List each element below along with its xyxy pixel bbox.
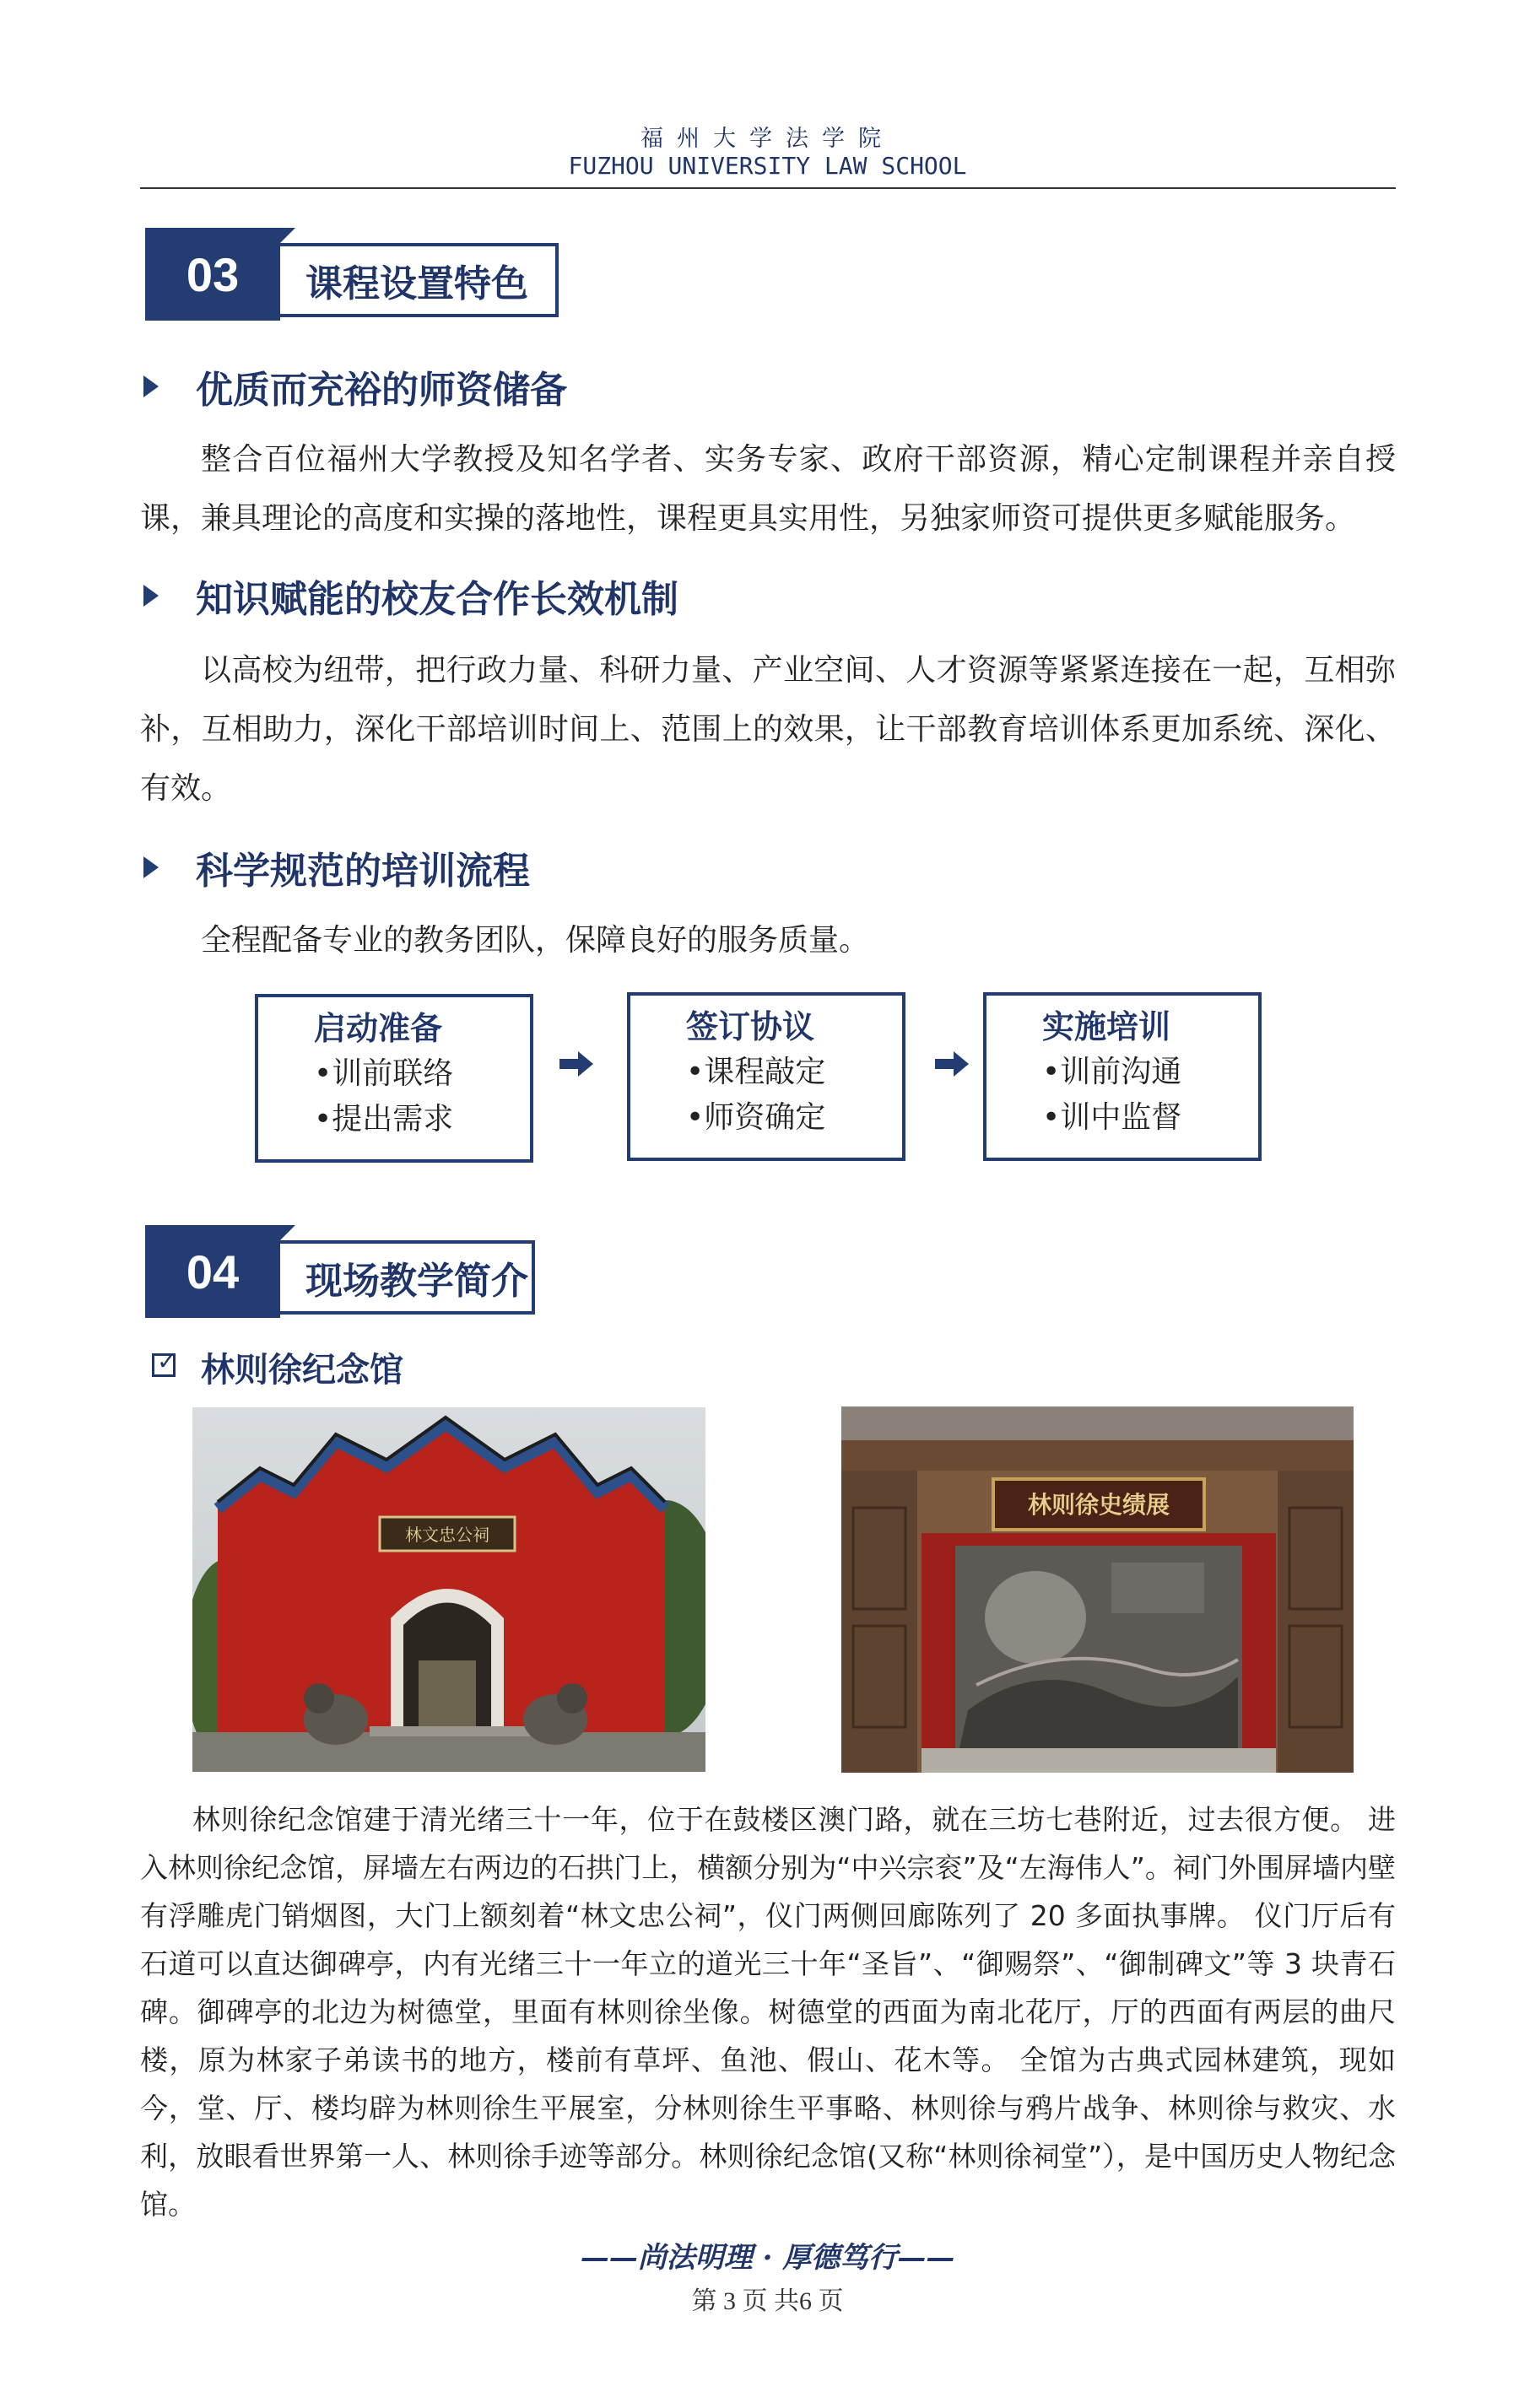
subheading-faculty: 优质而充裕的师资储备 <box>140 359 567 413</box>
paragraph-faculty: 整合百位福州大学教授及知名学者、实务专家、政府干部资源，精心定制课程并亲自授课，兼具理论的高度和实操的落地性，课程更具实用性，另独家师资可提供更多赋能服务。 <box>140 442 1396 536</box>
process-step-1: 启动准备 •训前联络 •提出需求 <box>255 994 533 1163</box>
section-04-banner <box>145 1225 535 1318</box>
checkmark-icon: ✓ <box>157 1347 177 1375</box>
arrow-right-icon <box>559 1051 593 1077</box>
subheading-training-process: 科学规范的培训流程 <box>140 840 530 894</box>
svg-text:林则徐史绩展: 林则徐史绩展 <box>1027 1491 1170 1519</box>
subheading-alumni-mechanism: 知识赋能的校友合作长效机制 <box>140 569 678 623</box>
process-step-2: 签订协议 •课程敲定 •师资确定 <box>627 992 905 1161</box>
svg-text:林文忠公祠: 林文忠公祠 <box>405 1525 489 1545</box>
section-03-number: 03 <box>145 228 280 321</box>
section-03-banner <box>145 228 559 321</box>
photo-memorial-gate <box>192 1407 705 1772</box>
header-school-name-cn: 福州大学法学院 <box>640 126 895 152</box>
arrow-right-icon <box>935 1051 969 1077</box>
section-04-number: 04 <box>145 1225 280 1318</box>
triangle-bullet-icon <box>143 375 159 397</box>
paragraph-training-process: 全程配备专业的教务团队，保障良好的服务质量。 <box>201 923 870 958</box>
photo-exhibition-hall <box>841 1406 1354 1773</box>
header-school-name-en: FUZHOU UNIVERSITY LAW SCHOOL <box>568 152 967 180</box>
process-step-3: 实施培训 •训前沟通 •训中监督 <box>983 992 1262 1161</box>
site-description: 林则徐纪念馆建于清光绪三十一年，位于在鼓楼区澳门路，就在三坊七巷附近，过去很方便。 进入林则徐纪念馆，屏墙左右两边的石拱门上，横额分别为“中兴宗衮”及“左海伟人”。祠门外围屏墙内壁有浮雕虎门销烟图，大门上额刻着“林文忠公祠”，仪门两侧回廊陈列了 20 多面执事牌。 仪门厅后有石道可以直达御碑亭，内有光绪三十一年立的道光三十年“圣旨”、“御赐祭”、“御制碑文”等 3 块青石碑。御碑亭的北边为树德堂，里面有林则徐坐像。树德堂的西面为南北花厅，厅的西面有两层的曲尺楼，原为林家子弟读书的地方，楼前有草坪、鱼池、假山、花木等。 全馆为古典式园林建筑，现如今，堂、厅、楼均辟为林则徐生平展室，分林则徐生平事略、林则徐与鸦片战争、林则徐与救灾、水利，放眼看世界第一人、林则徐手迹等部分。林则徐纪念馆(又称“林则徐祠堂”），是中国历史人物纪念馆。 <box>140 1803 1396 2221</box>
footer-motto: ——尚法明理 · 厚德笃行—— <box>580 2241 955 2275</box>
section-04-title: 现场教学简介 <box>280 1240 535 1315</box>
triangle-bullet-icon <box>143 585 159 607</box>
header-divider <box>140 187 1396 189</box>
section-03-title: 课程设置特色 <box>280 243 559 317</box>
paragraph-alumni-mechanism: 以高校为纽带，把行政力量、科研力量、产业空间、人才资源等紧紧连接在一起，互相弥补，互相助力，深化干部培训时间上、范围上的效果，让干部教育培训体系更加系统、深化、有效。 <box>140 653 1396 806</box>
page-number: 第 3 页 共6 页 <box>691 2287 844 2315</box>
triangle-bullet-icon <box>143 856 159 878</box>
site-name: 林则徐纪念馆 <box>201 1351 403 1390</box>
